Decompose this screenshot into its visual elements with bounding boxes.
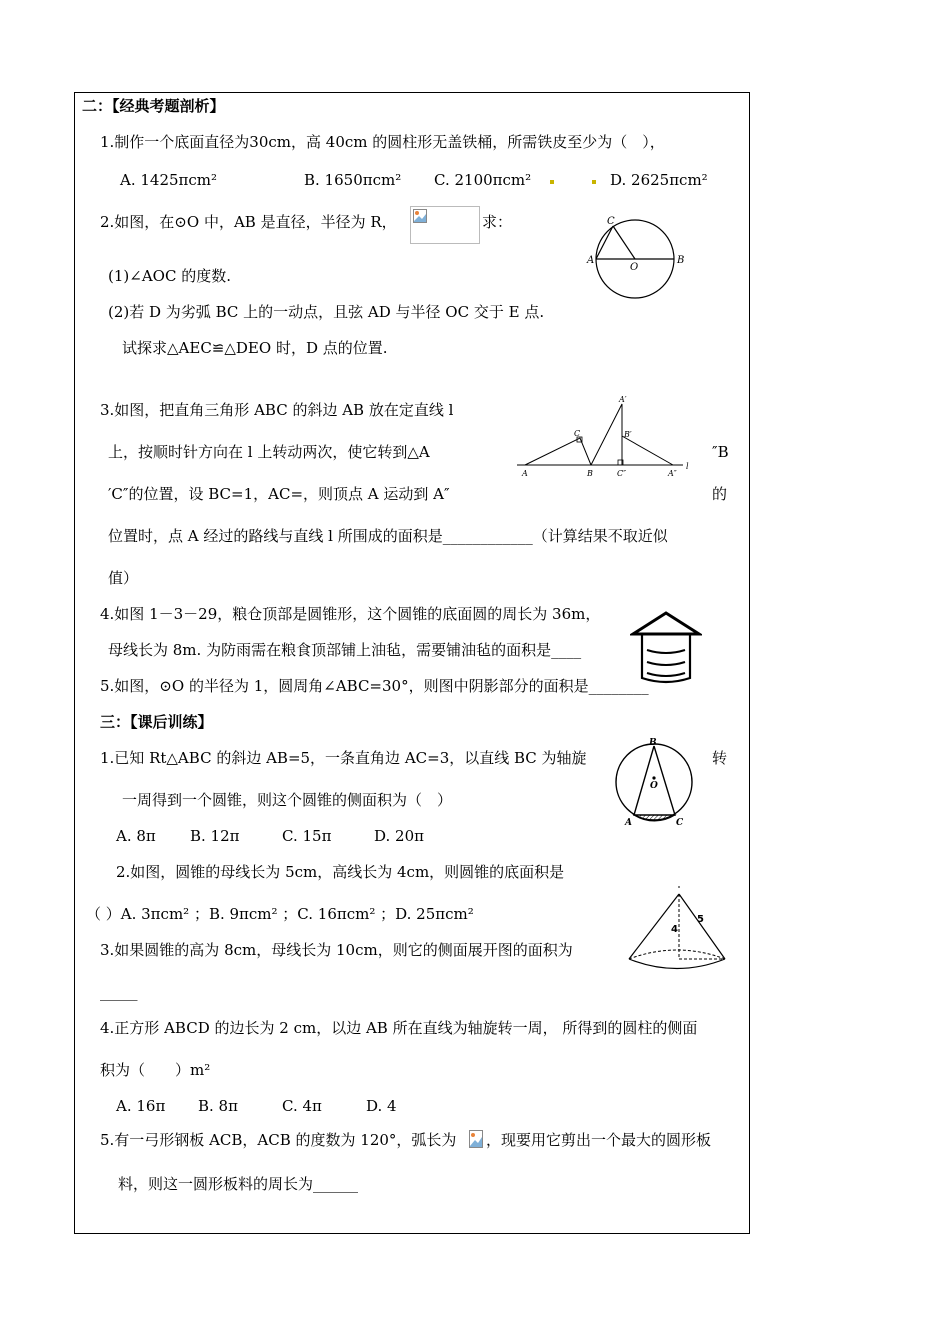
s3-q4-line1: 4.正方形 ABCD 的边长为 2 cm，以边 AB 所在直线为轴旋转一周， 所得到的圆柱的侧面 <box>100 1019 698 1037</box>
s3-q3-line2: _____ <box>100 983 138 1001</box>
label-A: A <box>625 818 632 828</box>
label-B: B <box>649 738 657 748</box>
s3-q5-line1b: ，现要用它剪出一个最大的圆形板 <box>486 1131 712 1149</box>
q1-option-b: B. 1650πcm² <box>304 171 402 189</box>
label-B-prime: B′ <box>624 430 632 439</box>
label-A: A <box>522 469 528 478</box>
label-B: B <box>587 469 593 478</box>
q4-line1: 4.如图 1－3－29，粮仓顶部是圆锥形，这个圆锥的底面圆的周长为 36m， <box>100 605 601 623</box>
s3-q5-line1a: 5.有一弓形钢板 ACB，ACB 的度数为 120°，弧长为 <box>100 1131 457 1149</box>
q2-sub2: (2)若 D 为劣弧 BC 上的一动点，且弦 AD 与半径 OC 交于 E 点. <box>108 303 545 321</box>
q1-option-a: A. 1425πcm² <box>120 171 218 189</box>
label-B: B <box>677 255 685 266</box>
broken-image-icon <box>469 1130 483 1148</box>
highlight-mark <box>550 180 554 184</box>
label-C-double-prime: C″ <box>617 469 627 478</box>
q3-line4: 位置时，点 A 经过的路线与直线 l 所围成的面积是____________（计算结果不取近似 <box>108 527 668 545</box>
label-C: C <box>676 818 684 828</box>
q3-line2a: 上，按顺时针方向在 l 上转动两次，使它转到△A <box>108 443 430 461</box>
q3-line3a: ′C″的位置，设 BC=1，AC=，则顶点 A 运动到 A″ <box>108 485 450 503</box>
inscribed-triangle-diagram-s3q1 <box>612 738 696 830</box>
q2-sub3: 试探求△AEC≌△DEO 时，D 点的位置. <box>122 339 388 357</box>
cone-diagram-s3q2 <box>626 884 726 976</box>
q2-sub1: (1)∠AOC 的度数. <box>108 267 231 285</box>
label-A: A <box>587 255 595 266</box>
s3-q1-option-a: A. 8π <box>116 827 156 845</box>
circle-diagram-q2 <box>585 212 690 304</box>
label-height: 4 <box>671 924 678 935</box>
s3-q1-option-d: D. 20π <box>374 827 424 845</box>
s3-q3-line1: 3.如果圆锥的高为 8cm，母线长为 10cm，则它的侧面展开图的面积为 <box>100 941 573 959</box>
highlight-mark <box>592 180 596 184</box>
s3-q1-line1a: 1.已知 Rt△ABC 的斜边 AB=5，一条直角边 AC=3，以直线 BC 为轴旋 <box>100 749 587 767</box>
q1-option-c: C. 2100πcm² <box>434 171 532 189</box>
s3-q1-line2: 一周得到一个圆锥，则这个圆锥的侧面积为（ ） <box>122 791 453 809</box>
s3-q5-line2: 料，则这一圆形板料的周长为______ <box>118 1175 359 1193</box>
q1-option-d: D. 2625πcm² <box>610 171 708 189</box>
label-slant: 5 <box>697 914 704 925</box>
s3-q4-option-b: B. 8π <box>198 1097 238 1115</box>
broken-image-placeholder <box>410 206 480 244</box>
q3-line2b: ″B <box>712 443 729 461</box>
s3-q1-option-b: B. 12π <box>190 827 240 845</box>
q2-text-after: 求： <box>482 213 513 231</box>
granary-diagram-q4 <box>630 608 702 686</box>
s3-q2-line1: 2.如图，圆锥的母线长为 5cm，高线长为 4cm，则圆锥的底面积是 <box>116 863 565 881</box>
s3-q1-option-c: C. 15π <box>282 827 332 845</box>
label-C: C <box>574 429 581 438</box>
s3-q4-option-a: A. 16π <box>116 1097 166 1115</box>
s3-q4-option-d: D. 4 <box>366 1097 397 1115</box>
q4-line2: 母线长为 8m. 为防雨需在粮食顶部铺上油毡，需要铺油毡的面积是____ <box>108 641 582 659</box>
label-O: O <box>630 262 639 273</box>
q3-line5: 值） <box>108 569 139 587</box>
label-O: O <box>650 781 658 791</box>
s3-q4-line2: 积为（ ）m² <box>100 1061 211 1079</box>
broken-image-icon <box>413 209 427 223</box>
q3-line1: 3.如图，把直角三角形 ABC 的斜边 AB 放在定直线 l <box>100 401 454 419</box>
label-A-double-prime: A″ <box>668 469 677 478</box>
label-A-prime: A′ <box>619 395 627 404</box>
s3-q1-line1b: 转 <box>712 749 728 767</box>
q3-line3b: 的 <box>712 485 728 503</box>
section-title-after-class: 三：【课后训练】 <box>100 713 213 731</box>
q2-text-before: 2.如图，在⊙O 中，AB 是直径，半径为 R， <box>100 213 397 231</box>
q1-text: 1.制作一个底面直径为30cm，高 40cm 的圆柱形无盖铁桶，所需铁皮至少为（ ）， <box>100 133 665 151</box>
label-C: C <box>607 216 615 227</box>
q5-line1: 5.如图，⊙O 的半径为 1，圆周角∠ABC=30°，则图中阴影部分的面积是________ <box>100 677 649 695</box>
s3-q2-line2: （ ）A. 3πcm² ；B. 9πcm² ；C. 16πcm² ；D. 25πcm² <box>86 905 474 923</box>
rolling-triangle-diagram-q3 <box>515 392 695 482</box>
s3-q4-option-c: C. 4π <box>282 1097 322 1115</box>
section-title-classic-exam: 二：【经典考题剖析】 <box>82 97 225 115</box>
label-l: l <box>686 462 689 471</box>
